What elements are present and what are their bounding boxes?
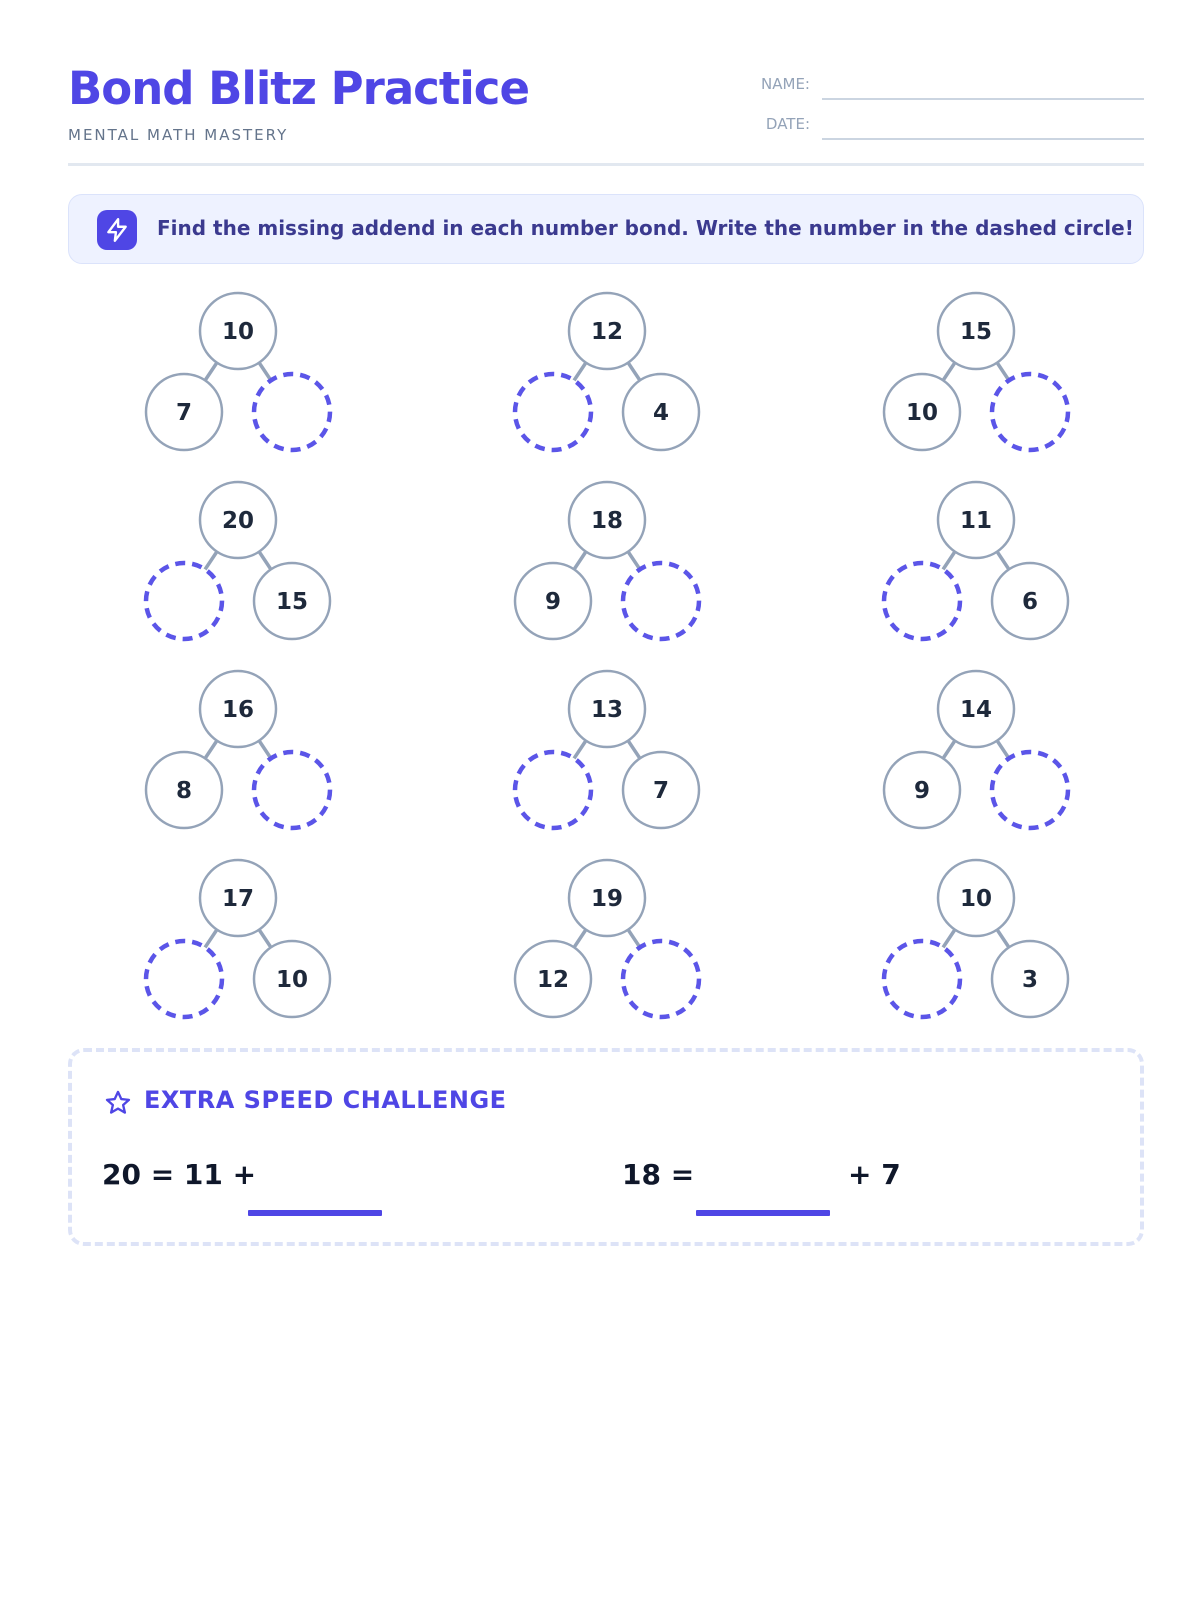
bond-connector bbox=[574, 363, 586, 381]
page-subtitle: MENTAL MATH MASTERY bbox=[68, 126, 289, 144]
bond-whole-value: 13 bbox=[590, 697, 624, 723]
missing-addend-circle[interactable] bbox=[623, 563, 699, 639]
bond-connector bbox=[997, 741, 1009, 759]
bond-whole-value: 11 bbox=[959, 508, 993, 534]
missing-addend-circle[interactable] bbox=[515, 374, 591, 450]
bond-connector bbox=[259, 363, 271, 381]
missing-addend-circle[interactable] bbox=[884, 563, 960, 639]
bond-connector bbox=[997, 363, 1009, 381]
bond-connector bbox=[259, 552, 271, 570]
bond-part-left-value: 9 bbox=[913, 778, 931, 804]
name-label: NAME: bbox=[761, 75, 810, 93]
bond-whole-value: 15 bbox=[959, 319, 993, 345]
instructions-text: Find the missing addend in each number bond. Write the number in the dashed circle! bbox=[157, 216, 1134, 240]
number-bond bbox=[515, 860, 699, 1017]
date-label: DATE: bbox=[765, 115, 810, 133]
missing-addend-circle[interactable] bbox=[146, 941, 222, 1017]
bond-whole-value: 19 bbox=[590, 886, 624, 912]
bond-part-left-value: 8 bbox=[175, 778, 193, 804]
number-bond bbox=[884, 293, 1068, 450]
bond-connector bbox=[628, 552, 640, 570]
bond-connector bbox=[943, 930, 955, 948]
star-icon bbox=[104, 1089, 132, 1117]
bond-part-right-value: 10 bbox=[275, 967, 309, 993]
bond-connector bbox=[259, 741, 271, 759]
bond-part-left-value: 10 bbox=[905, 400, 939, 426]
number-bond bbox=[884, 860, 1068, 1017]
bond-connector bbox=[628, 363, 640, 381]
equation-2-suffix: + 7 bbox=[848, 1158, 901, 1191]
bond-connector bbox=[205, 363, 217, 381]
equation-1-answer-blank[interactable] bbox=[248, 1210, 382, 1216]
bond-part-right-value: 4 bbox=[652, 400, 670, 426]
number-bond bbox=[146, 293, 330, 450]
bond-connector bbox=[205, 552, 217, 570]
bond-whole-value: 12 bbox=[590, 319, 624, 345]
bond-connector bbox=[943, 552, 955, 570]
number-bond bbox=[146, 860, 330, 1017]
bond-whole-value: 10 bbox=[959, 886, 993, 912]
bond-part-left-value: 9 bbox=[544, 589, 562, 615]
number-bond bbox=[884, 671, 1068, 828]
missing-addend-circle[interactable] bbox=[992, 752, 1068, 828]
bond-whole-value: 20 bbox=[221, 508, 255, 534]
missing-addend-circle[interactable] bbox=[254, 752, 330, 828]
bond-connector bbox=[997, 552, 1009, 570]
bond-part-right-value: 7 bbox=[652, 778, 670, 804]
missing-addend-circle[interactable] bbox=[884, 941, 960, 1017]
missing-addend-circle[interactable] bbox=[146, 563, 222, 639]
bond-whole-value: 10 bbox=[221, 319, 255, 345]
bond-connector bbox=[574, 552, 586, 570]
bond-connector bbox=[628, 930, 640, 948]
bond-connector bbox=[205, 741, 217, 759]
bond-connector bbox=[574, 741, 586, 759]
bond-connector bbox=[259, 930, 271, 948]
bond-part-left-value: 7 bbox=[175, 400, 193, 426]
bond-whole-value: 14 bbox=[959, 697, 993, 723]
bond-part-right-value: 3 bbox=[1021, 967, 1039, 993]
missing-addend-circle[interactable] bbox=[623, 941, 699, 1017]
bond-connector bbox=[574, 930, 586, 948]
bond-connector bbox=[943, 741, 955, 759]
bond-connector bbox=[997, 930, 1009, 948]
number-bond bbox=[515, 671, 699, 828]
bond-whole-value: 18 bbox=[590, 508, 624, 534]
missing-addend-circle[interactable] bbox=[992, 374, 1068, 450]
challenge-title: EXTRA SPEED CHALLENGE bbox=[144, 1086, 507, 1114]
speed-challenge-box bbox=[68, 1048, 1144, 1246]
number-bond bbox=[884, 482, 1068, 639]
missing-addend-circle[interactable] bbox=[254, 374, 330, 450]
bond-part-right-value: 6 bbox=[1021, 589, 1039, 615]
bond-part-right-value: 15 bbox=[275, 589, 309, 615]
missing-addend-circle[interactable] bbox=[515, 752, 591, 828]
bond-connector bbox=[628, 741, 640, 759]
equation-2-answer-blank[interactable] bbox=[696, 1210, 830, 1216]
page-title: Bond Blitz Practice bbox=[68, 62, 529, 115]
number-bond bbox=[146, 482, 330, 639]
number-bond bbox=[146, 671, 330, 828]
equation-2-text: 18 = bbox=[622, 1158, 695, 1191]
equation-1-text: 20 = 11 + bbox=[102, 1158, 257, 1191]
bond-connector bbox=[205, 930, 217, 948]
bond-whole-value: 17 bbox=[221, 886, 255, 912]
bond-connector bbox=[943, 363, 955, 381]
bond-whole-value: 16 bbox=[221, 697, 255, 723]
bond-part-left-value: 12 bbox=[536, 967, 570, 993]
number-bond bbox=[515, 482, 699, 639]
number-bond bbox=[515, 293, 699, 450]
